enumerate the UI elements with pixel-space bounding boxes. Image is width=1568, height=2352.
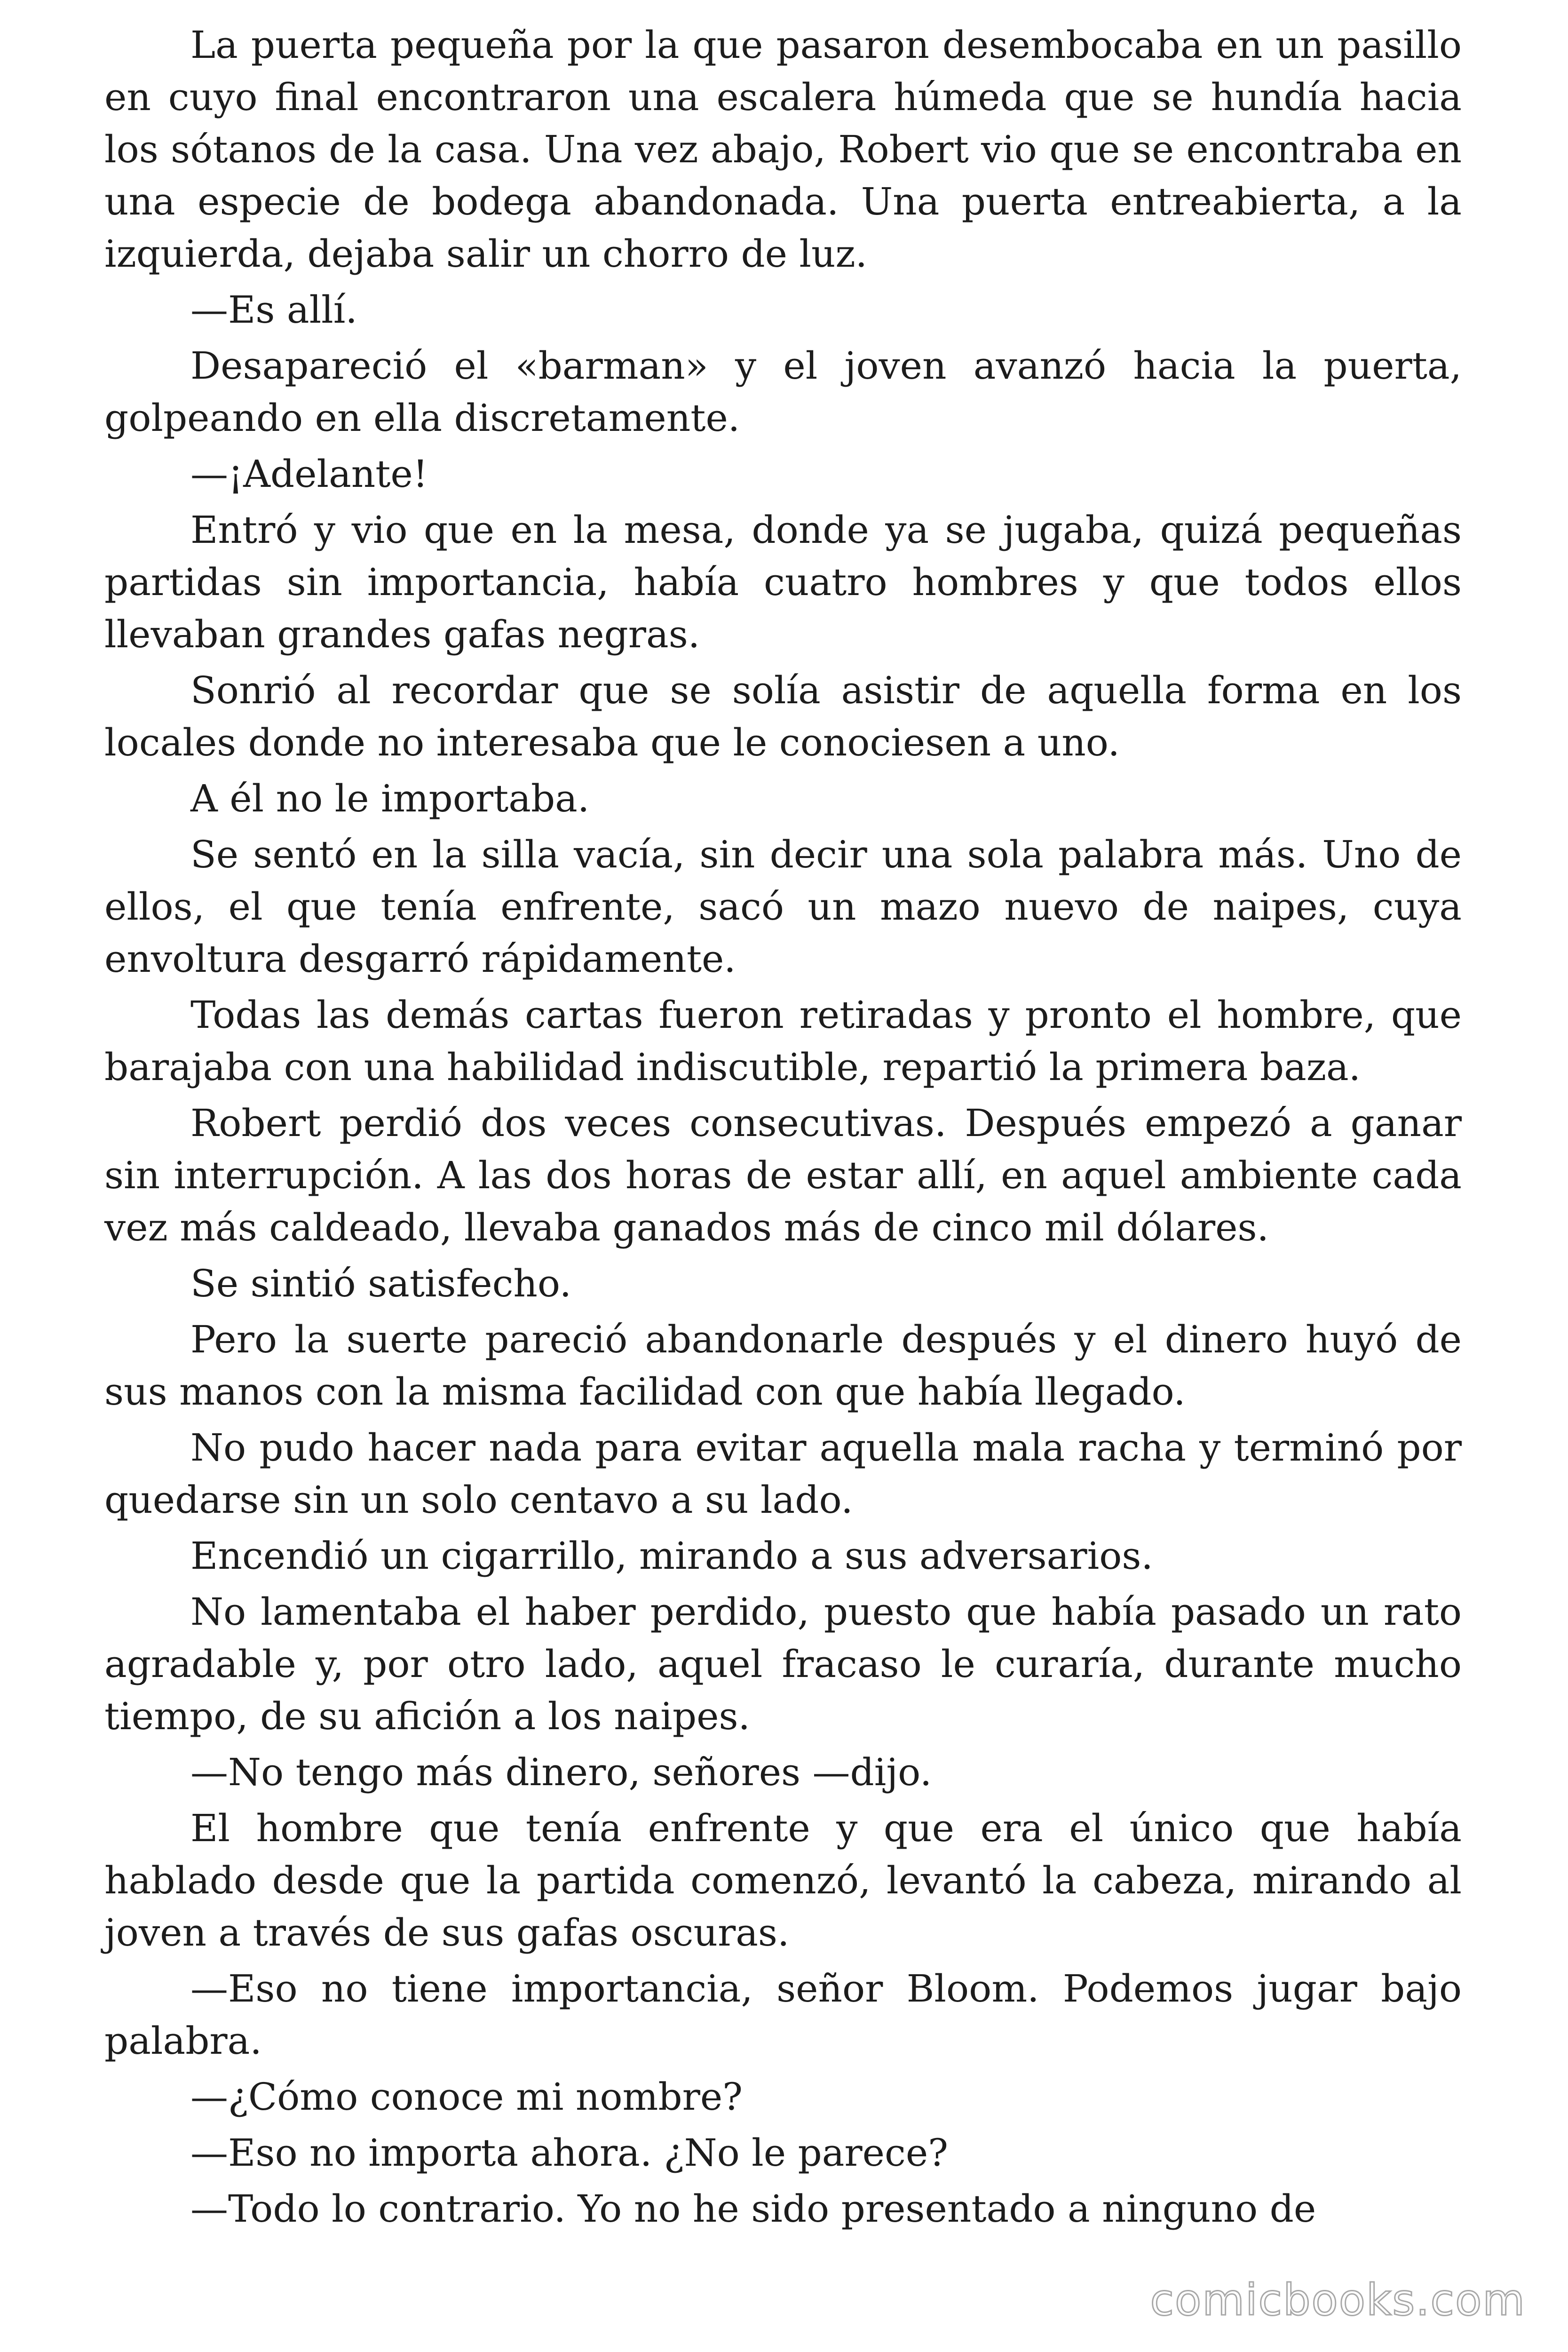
paragraph: Todas las demás cartas fueron retiradas y pronto el hombre, que barajaba con una habilidad indiscutible, repartió la primera baza. xyxy=(104,993,1462,1089)
paragraph: Desapareció el «barman» y el joven avanzó hacia la puerta, golpeando en ella discretamente. xyxy=(104,344,1462,440)
paragraph: Sonrió al recordar que se solía asistir de aquella forma en los locales donde no interesaba que le conociesen a uno. xyxy=(104,668,1462,764)
paragraph: —¡Adelante! xyxy=(190,452,428,496)
paragraph: La puerta pequeña por la que pasaron desembocaba en un pasillo en cuyo final encontraron una escalera húmeda que se hundía hacia los sótanos de la casa. Una vez abajo, Robert vio que se encontraba en una especie de bodega abandonada. Una puerta entreabierta, a la izquierda, dejaba salir un chorro de luz. xyxy=(104,23,1462,276)
paragraph: No lamentaba el haber perdido, puesto que había pasado un rato agradable y, por otro lado, aquel fracaso le curaría, durante mucho tiempo, de su afición a los naipes. xyxy=(104,1590,1462,1738)
site-watermark: comicbooks.com xyxy=(1150,2275,1526,2325)
paragraph: Se sentó en la silla vacía, sin decir una sola palabra más. Uno de ellos, el que tenía enfrente, sacó un mazo nuevo de naipes, cuya envoltura desgarró rápidamente. xyxy=(104,833,1462,981)
paragraph: No pudo hacer nada para evitar aquella mala racha y terminó por quedarse sin un solo centavo a su lado. xyxy=(104,1426,1462,1522)
book-page-text xyxy=(104,19,1462,2324)
paragraph: Se sintió satisfecho. xyxy=(190,1262,572,1305)
paragraph: —No tengo más dinero, señores —dijo. xyxy=(190,1750,932,1794)
paragraph: —Es allí. xyxy=(190,288,357,332)
paragraph: El hombre que tenía enfrente y que era el único que había hablado desde que la partida comenzó, levantó la cabeza, mirando al joven a través de sus gafas oscuras. xyxy=(104,1806,1462,1955)
paragraph: Robert perdió dos veces consecutivas. Después empezó a ganar sin interrupción. A las dos horas de estar allí, en aquel ambiente cada vez más caldeado, llevaba ganados más de cinco mil dólares. xyxy=(104,1101,1462,1249)
paragraph: —Eso no tiene importancia, señor Bloom. Podemos jugar bajo palabra. xyxy=(104,1967,1462,2063)
paragraph: —¿Cómo conoce mi nombre? xyxy=(190,2075,743,2119)
paragraph: A él no le importaba. xyxy=(190,777,590,820)
paragraph: —Todo lo contrario. Yo no he sido presentado a ninguno de xyxy=(190,2187,1316,2231)
paragraph: Encendió un cigarrillo, mirando a sus adversarios. xyxy=(190,1534,1153,1578)
paragraph: —Eso no importa ahora. ¿No le parece? xyxy=(190,2131,949,2175)
paragraph: Entró y vio que en la mesa, donde ya se jugaba, quizá pequeñas partidas sin importancia, había cuatro hombres y que todos ellos llevaban grandes gafas negras. xyxy=(104,508,1462,656)
paragraph: Pero la suerte pareció abandonarle después y el dinero huyó de sus manos con la misma facilidad con que había llegado. xyxy=(104,1318,1462,1414)
